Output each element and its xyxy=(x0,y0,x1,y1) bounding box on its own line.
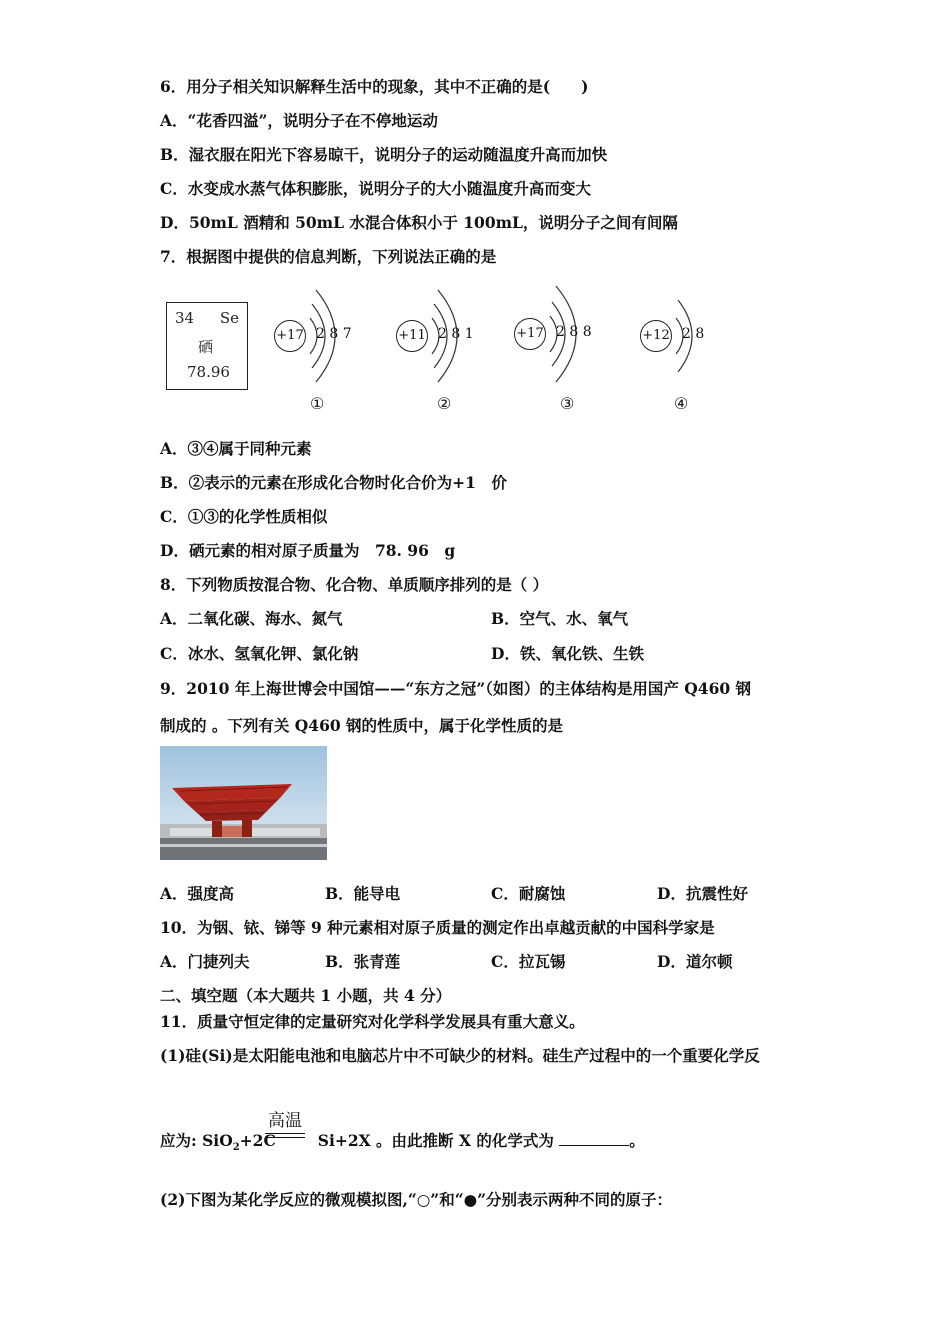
q9-option-c: C．耐腐蚀 xyxy=(491,884,566,903)
equation-products: Si+2X 。由此推断 X 的化学式为 xyxy=(317,1131,554,1150)
q7-stem: 7．根据图中提供的信息判断，下列说法正确的是 xyxy=(160,247,497,266)
nucleus: +11 xyxy=(396,320,428,352)
q9-stem-line1: 9．2010 年上海世博会中国馆——“东方之冠”（如图）的主体结构是用国产 Q460 钢 xyxy=(160,679,752,698)
q10-option-c: C．拉瓦锡 xyxy=(491,952,566,971)
atom-diagram-4 xyxy=(638,282,728,392)
q8-option-a: A．二氧化碳、海水、氮气 xyxy=(160,609,343,628)
element-mass: 78.96 xyxy=(187,363,230,381)
q10-option-b: B．张青莲 xyxy=(325,952,401,971)
electron-configuration: 2 8 xyxy=(682,326,705,342)
q8-option-b: B．空气、水、氧气 xyxy=(491,609,629,628)
q10-option-d: D．道尔顿 xyxy=(657,952,733,971)
atom-label-2: ② xyxy=(437,394,452,413)
q9-option-b: B．能导电 xyxy=(325,884,401,903)
nucleus: +17 xyxy=(514,318,546,350)
q6-option-c: C．水变成水蒸气体积膨胀，说明分子的大小随温度升高而变大 xyxy=(160,179,591,198)
element-name: 硒 xyxy=(198,338,214,356)
q9-option-d: D．抗震性好 xyxy=(657,884,748,903)
q8-stem: 8．下列物质按混合物、化合物、单质顺序排列的是（ ） xyxy=(160,575,549,594)
atom-label-4: ④ xyxy=(674,394,689,413)
atom-label-1: ① xyxy=(310,394,325,413)
electron-configuration: 2 8 7 xyxy=(316,326,352,342)
q10-option-a: A．门捷列夫 xyxy=(160,952,250,971)
q6-option-b: B．湿衣服在阳光下容易晾干，说明分子的运动随温度升高而加快 xyxy=(160,145,608,164)
element-card-selenium xyxy=(166,302,248,390)
china-pavilion-photo xyxy=(160,746,327,860)
q10-stem: 10．为铟、铱、锑等 9 种元素相对原子质量的测定作出卓越贡献的中国科学家是 xyxy=(160,918,715,937)
atom-diagram-3 xyxy=(512,282,612,392)
nucleus: +12 xyxy=(640,320,672,352)
q7-option-a: A．③④属于同种元素 xyxy=(160,439,312,458)
equation-reactant: +2C xyxy=(239,1131,276,1150)
q11-part2: (2)下图为某化学反应的微观模拟图,“○”和“●”分别表示两种不同的原子： xyxy=(160,1190,673,1209)
nucleus: +17 xyxy=(274,320,306,352)
sentence-end: 。 xyxy=(629,1131,645,1150)
q8-option-c: C．冰水、氢氧化钾、氯化钠 xyxy=(160,644,359,663)
q11-stem: 11．质量守恒定律的定量研究对化学科学发展具有重大意义。 xyxy=(160,1012,585,1031)
q7-option-d: D．硒元素的相对原子质量为 78. 96 g xyxy=(160,541,456,560)
q6-option-a: A．“花香四溢”，说明分子在不停地运动 xyxy=(160,111,438,130)
q7-option-c: C．①③的化学性质相似 xyxy=(160,507,328,526)
element-atomic-number: 34 xyxy=(175,309,195,327)
q9-option-a: A．强度高 xyxy=(160,884,235,903)
q9-stem-line2: 制成的 。下列有关 Q460 钢的性质中，属于化学性质的是 xyxy=(160,716,564,735)
answer-blank[interactable] xyxy=(559,1131,629,1146)
element-symbol: Se xyxy=(219,309,239,327)
electron-configuration: 2 8 1 xyxy=(438,326,474,342)
q11-part1-line1: (1)硅(Si)是太阳能电池和电脑芯片中不可缺少的材料。硅生产过程中的一个重要化学反 xyxy=(160,1046,760,1065)
equation-prefix: 应为: SiO xyxy=(160,1131,233,1150)
q7-option-b: B．②表示的元素在形成化合物时化合价为+1 价 xyxy=(160,473,507,492)
atom-diagram-1 xyxy=(272,282,372,392)
electron-configuration: 2 8 8 xyxy=(556,324,592,340)
atom-diagram-2 xyxy=(394,282,494,392)
atom-label-3: ③ xyxy=(560,394,575,413)
q6-stem: 6．用分子相关知识解释生活中的现象，其中不正确的是( ) xyxy=(160,77,589,96)
q6-option-d: D．50mL 酒精和 50mL 水混合体积小于 100mL，说明分子之间有间隔 xyxy=(160,213,678,232)
condition-label: 高温 xyxy=(268,1111,302,1131)
section-heading: 二、填空题（本大题共 1 小题，共 4 分） xyxy=(160,986,452,1005)
q8-option-d: D．铁、氧化铁、生铁 xyxy=(491,644,644,663)
subscript: 2 xyxy=(232,1142,240,1154)
q11-part1-line2 xyxy=(160,1131,645,1158)
